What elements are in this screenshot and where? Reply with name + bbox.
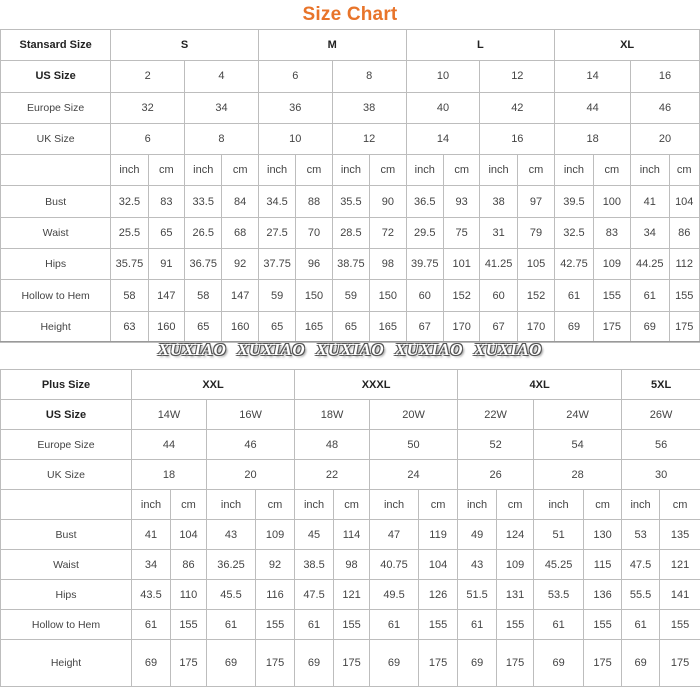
measurement-value: 135 bbox=[660, 520, 700, 550]
unit-cm: cm bbox=[593, 155, 630, 186]
measurement-value: 58 bbox=[185, 280, 222, 311]
measurement-row-height bbox=[1, 640, 700, 687]
measurement-value: 38.75 bbox=[332, 249, 369, 280]
measurement-value: 53.5 bbox=[534, 580, 584, 610]
measurement-value: 100 bbox=[593, 186, 630, 217]
measurement-value: 97 bbox=[517, 186, 554, 217]
measurement-value: 155 bbox=[584, 610, 622, 640]
measurement-row-hips bbox=[1, 249, 700, 280]
measurement-value: 86 bbox=[669, 217, 700, 248]
measurement-value: 114 bbox=[334, 520, 370, 550]
europe-size-value: 32 bbox=[111, 92, 185, 123]
measurement-value: 34 bbox=[132, 550, 171, 580]
measurement-value: 150 bbox=[296, 280, 332, 311]
measurement-value: 175 bbox=[256, 640, 295, 687]
us-size-value: 12 bbox=[480, 61, 555, 92]
unit-inch: inch bbox=[185, 155, 222, 186]
unit-inch: inch bbox=[480, 155, 517, 186]
measurement-value: 60 bbox=[480, 280, 517, 311]
measurement-value: 155 bbox=[660, 610, 700, 640]
measurement-value: 43 bbox=[458, 550, 497, 580]
measurement-value: 45.5 bbox=[207, 580, 256, 610]
measurement-value: 69 bbox=[295, 640, 334, 687]
measurement-value: 175 bbox=[584, 640, 622, 687]
measurement-row-hollow-to-hem bbox=[1, 280, 700, 311]
measurement-value: 155 bbox=[419, 610, 458, 640]
europe-size-value: 40 bbox=[406, 92, 480, 123]
measurement-value: 38.5 bbox=[295, 550, 334, 580]
measurement-value: 155 bbox=[497, 610, 534, 640]
measurement-value: 109 bbox=[256, 520, 295, 550]
us-size-value: 20W bbox=[370, 400, 458, 430]
plus-size-table bbox=[0, 369, 700, 687]
size-group-header: XL bbox=[555, 30, 700, 61]
unit-cm: cm bbox=[443, 155, 479, 186]
europe-size-value: 46 bbox=[631, 92, 700, 123]
measurement-value: 152 bbox=[517, 280, 554, 311]
us-size-value: 22W bbox=[458, 400, 534, 430]
standard-size-table bbox=[0, 29, 700, 343]
size-header-row bbox=[1, 30, 700, 61]
unit-inch: inch bbox=[534, 490, 584, 520]
measurement-value: 61 bbox=[132, 610, 171, 640]
measurement-value: 101 bbox=[443, 249, 479, 280]
measurement-value: 175 bbox=[669, 311, 700, 342]
measurement-row-hips bbox=[1, 580, 700, 610]
unit-cm: cm bbox=[419, 490, 458, 520]
measurement-value: 34.5 bbox=[258, 186, 295, 217]
unit-cm: cm bbox=[517, 155, 554, 186]
measurement-value: 37.75 bbox=[258, 249, 295, 280]
uk-size-value: 30 bbox=[622, 460, 700, 490]
uk-size-value: 12 bbox=[332, 123, 406, 154]
measurement-value: 69 bbox=[132, 640, 171, 687]
measurement-value: 67 bbox=[480, 311, 517, 342]
measurement-value: 29.5 bbox=[406, 217, 443, 248]
measurement-value: 32.5 bbox=[555, 217, 593, 248]
unit-cm: cm bbox=[296, 155, 332, 186]
uk-size-value: 16 bbox=[480, 123, 555, 154]
measurement-value: 152 bbox=[443, 280, 479, 311]
europe-size-value: 46 bbox=[207, 430, 295, 460]
measurement-value: 175 bbox=[497, 640, 534, 687]
unit-inch: inch bbox=[458, 490, 497, 520]
measurement-value: 104 bbox=[171, 520, 207, 550]
unit-inch: inch bbox=[406, 155, 443, 186]
unit-cm: cm bbox=[497, 490, 534, 520]
uk-size-value: 8 bbox=[185, 123, 259, 154]
measurement-value: 35.5 bbox=[332, 186, 369, 217]
us-size-value: 26W bbox=[622, 400, 700, 430]
measurement-value: 109 bbox=[593, 249, 630, 280]
measurement-value: 92 bbox=[256, 550, 295, 580]
measurement-value: 47.5 bbox=[295, 580, 334, 610]
size-group-header: S bbox=[111, 30, 259, 61]
measurement-value: 61 bbox=[555, 280, 593, 311]
measurement-value: 32.5 bbox=[111, 186, 148, 217]
measurement-value: 49 bbox=[458, 520, 497, 550]
measurement-value: 69 bbox=[207, 640, 256, 687]
europe-size-label: Europe Size bbox=[1, 430, 132, 460]
measurement-value: 51 bbox=[534, 520, 584, 550]
measurement-value: 68 bbox=[222, 217, 258, 248]
size-chart-title: Size Chart bbox=[302, 4, 398, 25]
size-group-header: 5XL bbox=[622, 370, 700, 400]
measurement-value: 34 bbox=[631, 217, 669, 248]
measurement-value: 93 bbox=[443, 186, 479, 217]
measurement-value: 92 bbox=[222, 249, 258, 280]
measurement-value: 58 bbox=[111, 280, 148, 311]
measurement-value: 147 bbox=[222, 280, 258, 311]
measurement-value: 83 bbox=[148, 186, 184, 217]
measurement-value: 175 bbox=[334, 640, 370, 687]
measurement-label: Hips bbox=[1, 580, 132, 610]
measurement-value: 61 bbox=[207, 610, 256, 640]
measurement-value: 25.5 bbox=[111, 217, 148, 248]
measurement-value: 65 bbox=[332, 311, 369, 342]
unit-inch: inch bbox=[111, 155, 148, 186]
measurement-value: 90 bbox=[370, 186, 406, 217]
measurement-value: 53 bbox=[622, 520, 660, 550]
measurement-value: 33.5 bbox=[185, 186, 222, 217]
measurement-value: 104 bbox=[669, 186, 700, 217]
uk-size-value: 18 bbox=[555, 123, 631, 154]
measurement-value: 65 bbox=[258, 311, 295, 342]
measurement-value: 69 bbox=[534, 640, 584, 687]
measurement-value: 105 bbox=[517, 249, 554, 280]
us-size-value: 16W bbox=[207, 400, 295, 430]
measurement-value: 49.5 bbox=[370, 580, 419, 610]
measurement-value: 43 bbox=[207, 520, 256, 550]
europe-size-value: 44 bbox=[132, 430, 207, 460]
unit-inch: inch bbox=[295, 490, 334, 520]
measurement-value: 84 bbox=[222, 186, 258, 217]
measurement-value: 79 bbox=[517, 217, 554, 248]
unit-cm: cm bbox=[334, 490, 370, 520]
europe-size-value: 36 bbox=[258, 92, 332, 123]
measurement-value: 70 bbox=[296, 217, 332, 248]
uk-size-value: 28 bbox=[534, 460, 622, 490]
measurement-value: 155 bbox=[256, 610, 295, 640]
unit-cm: cm bbox=[370, 155, 406, 186]
measurement-value: 72 bbox=[370, 217, 406, 248]
measurement-value: 61 bbox=[458, 610, 497, 640]
size-group-header: M bbox=[258, 30, 406, 61]
measurement-value: 75 bbox=[443, 217, 479, 248]
measurement-value: 109 bbox=[497, 550, 534, 580]
measurement-value: 88 bbox=[296, 186, 332, 217]
measurement-value: 175 bbox=[593, 311, 630, 342]
unit-cm: cm bbox=[256, 490, 295, 520]
measurement-value: 115 bbox=[584, 550, 622, 580]
measurement-value: 175 bbox=[419, 640, 458, 687]
measurement-value: 26.5 bbox=[185, 217, 222, 248]
europe-size-value: 42 bbox=[480, 92, 555, 123]
measurement-value: 141 bbox=[660, 580, 700, 610]
measurement-value: 69 bbox=[458, 640, 497, 687]
measurement-value: 83 bbox=[593, 217, 630, 248]
header-label: Plus Size bbox=[1, 370, 132, 400]
europe-size-value: 48 bbox=[295, 430, 370, 460]
uk-size-value: 14 bbox=[406, 123, 480, 154]
measurement-value: 155 bbox=[669, 280, 700, 311]
measurement-value: 175 bbox=[171, 640, 207, 687]
measurement-value: 44.25 bbox=[631, 249, 669, 280]
units-row bbox=[1, 490, 700, 520]
measurement-value: 36.5 bbox=[406, 186, 443, 217]
europe-size-value: 34 bbox=[185, 92, 259, 123]
unit-inch: inch bbox=[207, 490, 256, 520]
empty-cell bbox=[1, 155, 111, 186]
measurement-value: 59 bbox=[332, 280, 369, 311]
europe-size-value: 50 bbox=[370, 430, 458, 460]
measurement-value: 61 bbox=[534, 610, 584, 640]
measurement-value: 91 bbox=[148, 249, 184, 280]
uk-size-label: UK Size bbox=[1, 460, 132, 490]
uk-size-value: 22 bbox=[295, 460, 370, 490]
uk-size-value: 18 bbox=[132, 460, 207, 490]
unit-inch: inch bbox=[370, 490, 419, 520]
measurement-label: Bust bbox=[1, 186, 111, 217]
measurement-value: 96 bbox=[296, 249, 332, 280]
uk-size-value: 6 bbox=[111, 123, 185, 154]
uk-size-value: 10 bbox=[258, 123, 332, 154]
measurement-value: 136 bbox=[584, 580, 622, 610]
uk-size-value: 20 bbox=[631, 123, 700, 154]
europe-size-value: 38 bbox=[332, 92, 406, 123]
measurement-value: 69 bbox=[631, 311, 669, 342]
measurement-value: 155 bbox=[593, 280, 630, 311]
measurement-value: 27.5 bbox=[258, 217, 295, 248]
measurement-label: Bust bbox=[1, 520, 132, 550]
measurement-value: 116 bbox=[256, 580, 295, 610]
uk-size-label: UK Size bbox=[1, 123, 111, 154]
uk-size-row bbox=[1, 460, 700, 490]
measurement-value: 160 bbox=[148, 311, 184, 342]
europe-size-value: 52 bbox=[458, 430, 534, 460]
measurement-label: Waist bbox=[1, 550, 132, 580]
measurement-value: 28.5 bbox=[332, 217, 369, 248]
measurement-value: 150 bbox=[370, 280, 406, 311]
measurement-value: 59 bbox=[258, 280, 295, 311]
measurement-value: 170 bbox=[443, 311, 479, 342]
measurement-value: 61 bbox=[622, 610, 660, 640]
measurement-value: 131 bbox=[497, 580, 534, 610]
measurement-value: 39.75 bbox=[406, 249, 443, 280]
measurement-label: Hips bbox=[1, 249, 111, 280]
measurement-value: 41 bbox=[631, 186, 669, 217]
unit-cm: cm bbox=[171, 490, 207, 520]
us-size-value: 14 bbox=[555, 61, 631, 92]
europe-size-label: Europe Size bbox=[1, 92, 111, 123]
measurement-value: 47.5 bbox=[622, 550, 660, 580]
unit-inch: inch bbox=[555, 155, 593, 186]
measurement-value: 45 bbox=[295, 520, 334, 550]
uk-size-value: 26 bbox=[458, 460, 534, 490]
europe-size-value: 44 bbox=[555, 92, 631, 123]
uk-size-row bbox=[1, 123, 700, 154]
unit-inch: inch bbox=[622, 490, 660, 520]
size-group-header: XXXL bbox=[295, 370, 458, 400]
unit-inch: inch bbox=[332, 155, 369, 186]
measurement-value: 98 bbox=[370, 249, 406, 280]
us-size-value: 6 bbox=[258, 61, 332, 92]
measurement-value: 38 bbox=[480, 186, 517, 217]
measurement-value: 35.75 bbox=[111, 249, 148, 280]
uk-size-value: 20 bbox=[207, 460, 295, 490]
unit-inch: inch bbox=[631, 155, 669, 186]
measurement-value: 61 bbox=[631, 280, 669, 311]
measurement-row-hollow-to-hem bbox=[1, 610, 700, 640]
us-size-value: 8 bbox=[332, 61, 406, 92]
measurement-value: 170 bbox=[517, 311, 554, 342]
measurement-value: 36.25 bbox=[207, 550, 256, 580]
measurement-value: 155 bbox=[171, 610, 207, 640]
europe-size-value: 54 bbox=[534, 430, 622, 460]
measurement-row-bust bbox=[1, 186, 700, 217]
measurement-row-waist bbox=[1, 217, 700, 248]
measurement-label: Hollow to Hem bbox=[1, 280, 111, 311]
measurement-value: 61 bbox=[370, 610, 419, 640]
size-header-row bbox=[1, 370, 700, 400]
measurement-value: 155 bbox=[334, 610, 370, 640]
unit-cm: cm bbox=[584, 490, 622, 520]
measurement-value: 110 bbox=[171, 580, 207, 610]
watermark: XUXIAO XUXIAO XUXIAO XUXIAO XUXIAO bbox=[158, 340, 542, 359]
size-group-header: XXL bbox=[132, 370, 295, 400]
measurement-value: 165 bbox=[370, 311, 406, 342]
measurement-value: 36.75 bbox=[185, 249, 222, 280]
unit-cm: cm bbox=[148, 155, 184, 186]
us-size-value: 14W bbox=[132, 400, 207, 430]
size-group-header: 4XL bbox=[458, 370, 622, 400]
us-size-value: 10 bbox=[406, 61, 480, 92]
measurement-value: 112 bbox=[669, 249, 700, 280]
measurement-value: 41.25 bbox=[480, 249, 517, 280]
measurement-value: 121 bbox=[660, 550, 700, 580]
uk-size-value: 24 bbox=[370, 460, 458, 490]
empty-cell bbox=[1, 490, 132, 520]
measurement-value: 61 bbox=[295, 610, 334, 640]
measurement-label: Height bbox=[1, 640, 132, 687]
header-label: Stansard Size bbox=[1, 30, 111, 61]
measurement-value: 160 bbox=[222, 311, 258, 342]
measurement-value: 126 bbox=[419, 580, 458, 610]
measurement-value: 65 bbox=[185, 311, 222, 342]
measurement-value: 65 bbox=[148, 217, 184, 248]
europe-size-row bbox=[1, 92, 700, 123]
measurement-value: 67 bbox=[406, 311, 443, 342]
unit-cm: cm bbox=[669, 155, 700, 186]
measurement-value: 147 bbox=[148, 280, 184, 311]
measurement-value: 130 bbox=[584, 520, 622, 550]
us-size-row bbox=[1, 61, 700, 92]
measurement-value: 40.75 bbox=[370, 550, 419, 580]
measurement-value: 43.5 bbox=[132, 580, 171, 610]
us-size-value: 2 bbox=[111, 61, 185, 92]
measurement-row-bust bbox=[1, 520, 700, 550]
measurement-value: 175 bbox=[660, 640, 700, 687]
measurement-value: 41 bbox=[132, 520, 171, 550]
measurement-label: Waist bbox=[1, 217, 111, 248]
measurement-value: 69 bbox=[622, 640, 660, 687]
measurement-value: 119 bbox=[419, 520, 458, 550]
us-size-value: 4 bbox=[185, 61, 259, 92]
measurement-row-waist bbox=[1, 550, 700, 580]
measurement-value: 165 bbox=[296, 311, 332, 342]
unit-inch: inch bbox=[258, 155, 295, 186]
unit-cm: cm bbox=[222, 155, 258, 186]
measurement-value: 47 bbox=[370, 520, 419, 550]
measurement-value: 51.5 bbox=[458, 580, 497, 610]
europe-size-value: 56 bbox=[622, 430, 700, 460]
measurement-value: 121 bbox=[334, 580, 370, 610]
unit-inch: inch bbox=[132, 490, 171, 520]
europe-size-row bbox=[1, 430, 700, 460]
measurement-label: Hollow to Hem bbox=[1, 610, 132, 640]
measurement-row-height bbox=[1, 311, 700, 342]
measurement-value: 31 bbox=[480, 217, 517, 248]
measurement-value: 69 bbox=[370, 640, 419, 687]
us-size-value: 16 bbox=[631, 61, 700, 92]
size-group-header: L bbox=[406, 30, 555, 61]
measurement-value: 55.5 bbox=[622, 580, 660, 610]
measurement-value: 42.75 bbox=[555, 249, 593, 280]
measurement-value: 104 bbox=[419, 550, 458, 580]
measurement-value: 98 bbox=[334, 550, 370, 580]
measurement-label: Height bbox=[1, 311, 111, 342]
unit-cm: cm bbox=[660, 490, 700, 520]
units-row bbox=[1, 155, 700, 186]
measurement-value: 45.25 bbox=[534, 550, 584, 580]
measurement-value: 60 bbox=[406, 280, 443, 311]
measurement-value: 86 bbox=[171, 550, 207, 580]
us-size-label: US Size bbox=[1, 400, 132, 430]
measurement-value: 124 bbox=[497, 520, 534, 550]
measurement-value: 69 bbox=[555, 311, 593, 342]
measurement-value: 39.5 bbox=[555, 186, 593, 217]
us-size-row bbox=[1, 400, 700, 430]
us-size-value: 24W bbox=[534, 400, 622, 430]
us-size-label: US Size bbox=[1, 61, 111, 92]
us-size-value: 18W bbox=[295, 400, 370, 430]
measurement-value: 63 bbox=[111, 311, 148, 342]
